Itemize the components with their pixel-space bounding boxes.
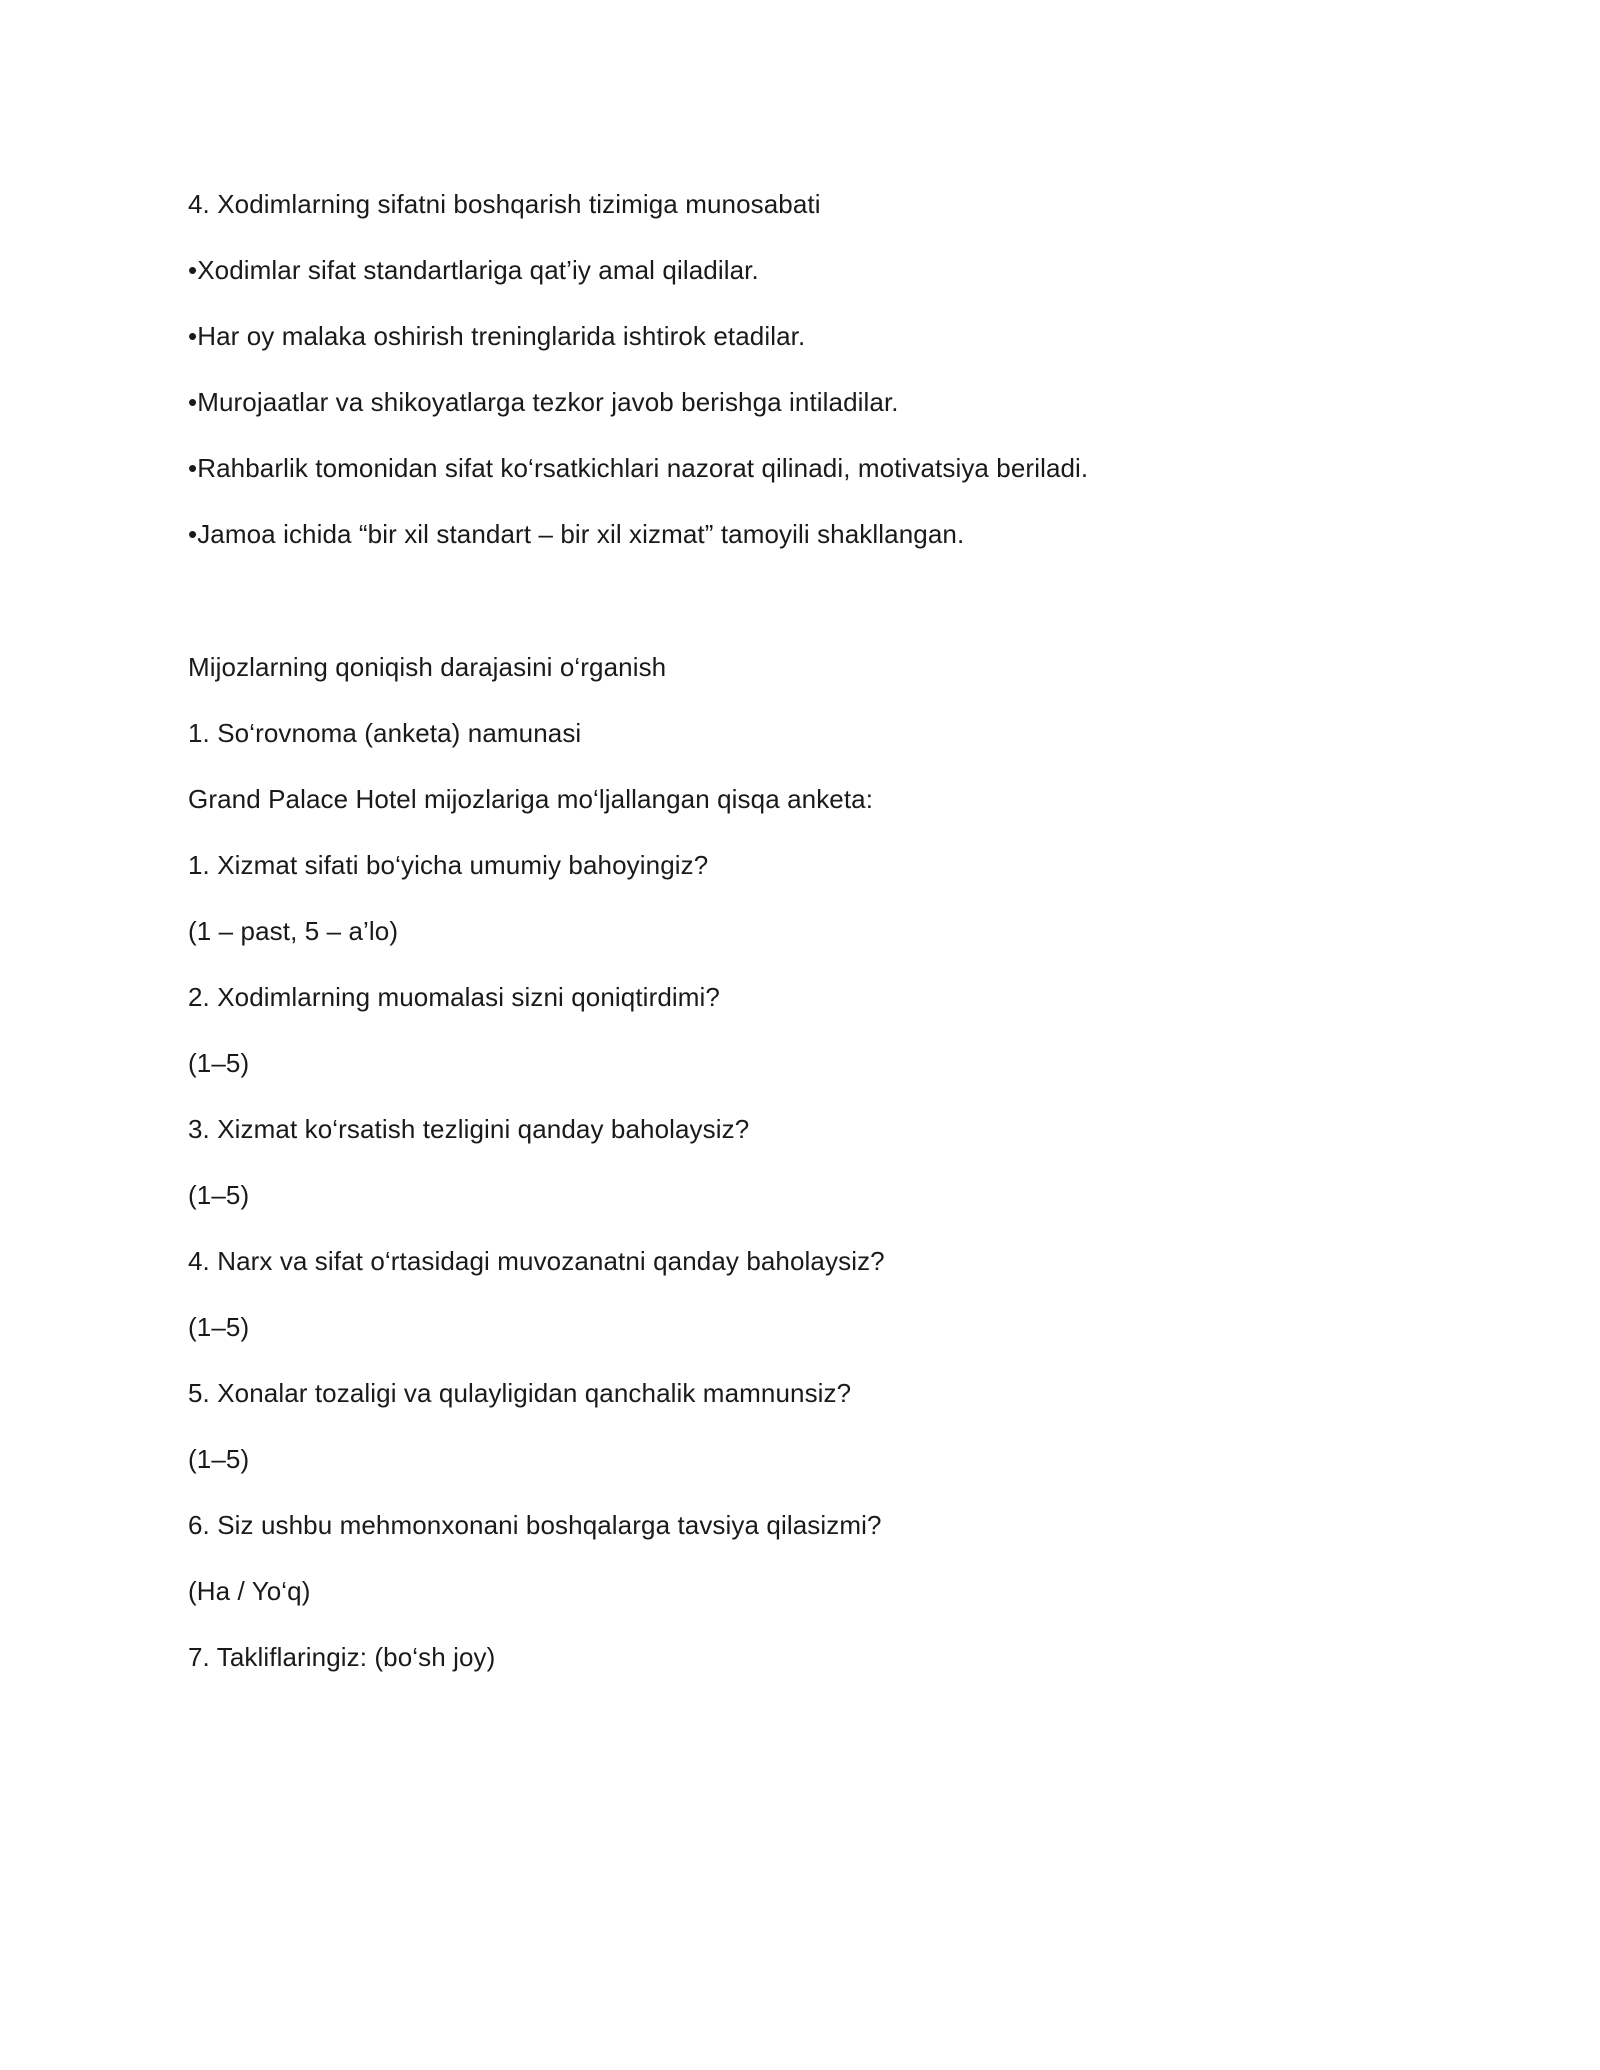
survey-question: 3. Xizmat ko‘rsatish tezligini qanday baholaysiz? [188,1114,750,1144]
survey-intro: Grand Palace Hotel mijozlariga mo‘ljallangan qisqa anketa: [188,784,874,814]
survey-scale: (1–5) [188,1048,250,1078]
bullet-item: •Rahbarlik tomonidan sifat ko‘rsatkichlari nazorat qilinadi, motivatsiya beriladi. [188,453,1089,483]
survey-final-question: 7. Takliflaringiz: (bo‘sh joy) [188,1642,496,1672]
survey-scale: (Ha / Yo‘q) [188,1576,311,1606]
survey-question: 2. Xodimlarning muomalasi sizni qoniqtirdimi? [188,982,720,1012]
survey-scale: (1–5) [188,1444,250,1474]
section-heading: 4. Xodimlarning sifatni boshqarish tizimiga munosabati [188,189,821,219]
survey-scale: (1–5) [188,1180,250,1210]
bullet-item: •Jamoa ichida “bir xil standart – bir xil xizmat” tamoyili shakllangan. [188,519,965,549]
bullet-item: •Xodimlar sifat standartlariga qat’iy amal qiladilar. [188,255,759,285]
survey-subtitle: 1. So‘rovnoma (anketa) namunasi [188,718,582,748]
survey-scale: (1 – past, 5 – a’lo) [188,916,399,946]
survey-scale: (1–5) [188,1312,250,1342]
survey-question: 1. Xizmat sifati bo‘yicha umumiy bahoyingiz? [188,850,709,880]
survey-question: 5. Xonalar tozaligi va qulayligidan qanchalik mamnunsiz? [188,1378,852,1408]
bullet-item: •Har oy malaka oshirish treninglarida ishtirok etadilar. [188,321,806,351]
survey-title: Mijozlarning qoniqish darajasini o‘rganish [188,652,667,682]
survey-question: 4. Narx va sifat o‘rtasidagi muvozanatni qanday baholaysiz? [188,1246,885,1276]
bullet-item: •Murojaatlar va shikoyatlarga tezkor javob berishga intiladilar. [188,387,899,417]
survey-question: 6. Siz ushbu mehmonxonani boshqalarga tavsiya qilasizmi? [188,1510,882,1540]
